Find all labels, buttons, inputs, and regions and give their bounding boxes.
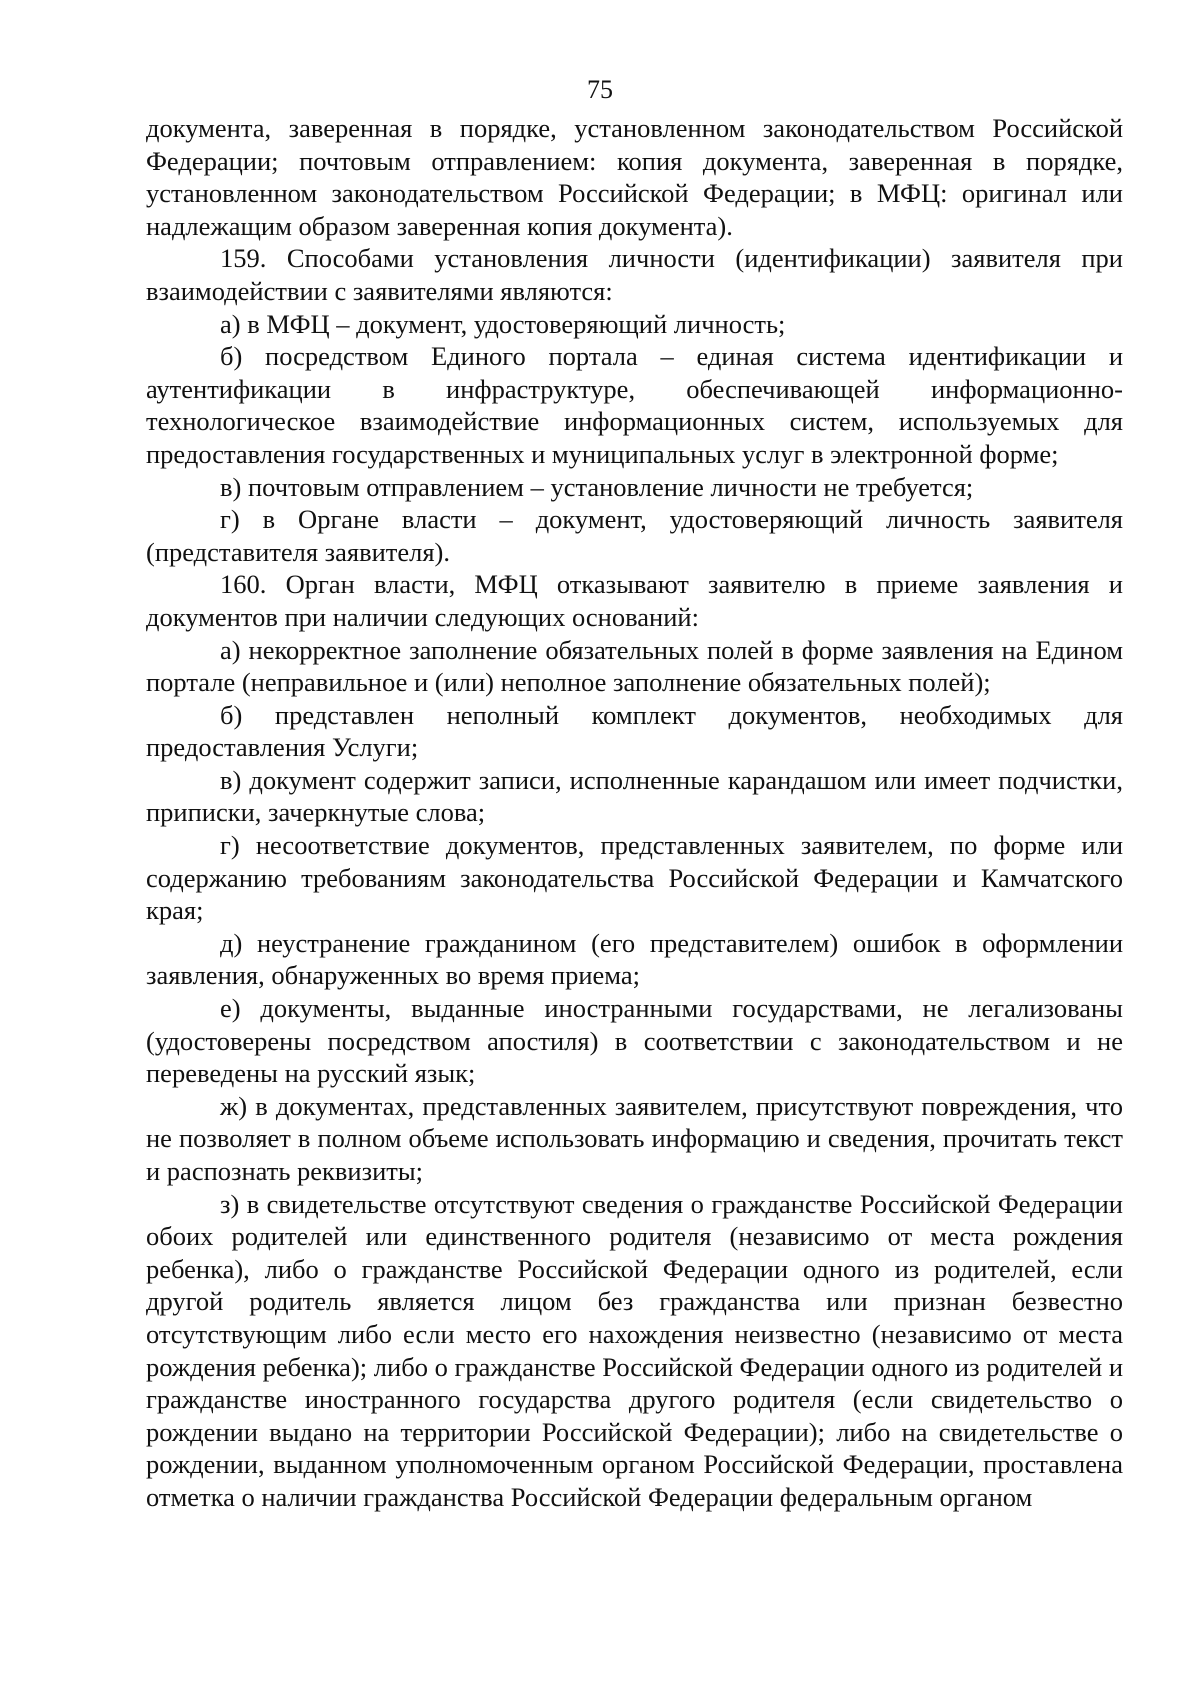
paragraph-159-a: а) в МФЦ – документ, удостоверяющий личность; [220, 308, 786, 339]
paragraph-159: 159. Способами установления личности (идентификации) заявителя при взаимодействии с заявителями являются: [146, 243, 1123, 306]
paragraph-160: 160. Орган власти, МФЦ отказывают заявителю в приеме заявления и документов при наличии следующих оснований: [146, 569, 1123, 632]
paragraph-160-v: в) документ содержит записи, исполненные карандашом или имеет подчистки, приписки, зачеркнутые слова; [146, 764, 1123, 828]
paragraph-160-a: а) некорректное заполнение обязательных полей в форме заявления на Едином портале (неправильное и (или) неполное заполнение обязательных полей); [146, 634, 1123, 698]
page-number: 75 [587, 75, 613, 104]
document-body [146, 112, 1123, 1514]
paragraph-160-zh: ж) в документах, представленных заявителем, присутствуют повреждения, что не позволяет в полном объеме использовать информацию и сведения, прочитать текст и распознать реквизиты; [146, 1090, 1123, 1186]
paragraph-159-g: г) в Органе власти – документ, удостоверяющий личность заявителя (представителя заявителя). [146, 504, 1123, 567]
paragraph-160-g: г) несоответствие документов, представленных заявителем, по форме или содержанию требованиям законодательства Российской Федерации и Камчатского края; [146, 830, 1123, 926]
paragraph-160-d: д) неустранение гражданином (его представителем) ошибок в оформлении заявления, обнаруженных во время приема; [146, 927, 1123, 991]
paragraph-160-z: з) в свидетельстве отсутствуют сведения о гражданстве Российской Федерации обоих родителей или единственного родителя (независимо от места рождения ребенка), либо о гражданстве Российской Федерации одного из родителей, если другой родитель является лицом без гражданства или признан безвестно отсутствующим либо если место его нахождения неизвестно (независимо от места рождения ребенка); либо о гражданстве Российской Федерации одного из родителей и гражданстве иностранного государства другого родителя (если свидетельство о рождении выдано на территории Российской Федерации); либо на свидетельстве о рождении, выданном уполномоченным органом Российской Федерации, проставлена отметка о наличии гражданства Российской Федерации федеральным органом [146, 1188, 1123, 1512]
paragraph-160-e: е) документы, выданные иностранными государствами, не легализованы (удостоверены посредством апостиля) в соответствии с законодательством и не переведены на русский язык; [146, 993, 1123, 1089]
paragraph-159-v: в) почтовым отправлением – установление личности не требуется; [220, 471, 974, 502]
paragraph-159-b: б) посредством Единого портала – единая система идентификации и аутентификации в инфраструктуре, обеспечивающей информационно-технологическое взаимодействие информационных систем, используемых для предоставления государственных и муниципальных услуг в электронной форме; [146, 341, 1123, 469]
paragraph-160-b: б) представлен неполный комплект документов, необходимых для предоставления Услуги; [146, 699, 1123, 763]
paragraph-continuation: документа, заверенная в порядке, установленном законодательством Российской Федерации; почтовым отправлением: копия документа, заверенная в порядке, установленном законодательством Российской Федерации; в МФЦ: оригинал или надлежащим образом заверенная копия документа). [146, 113, 1123, 241]
